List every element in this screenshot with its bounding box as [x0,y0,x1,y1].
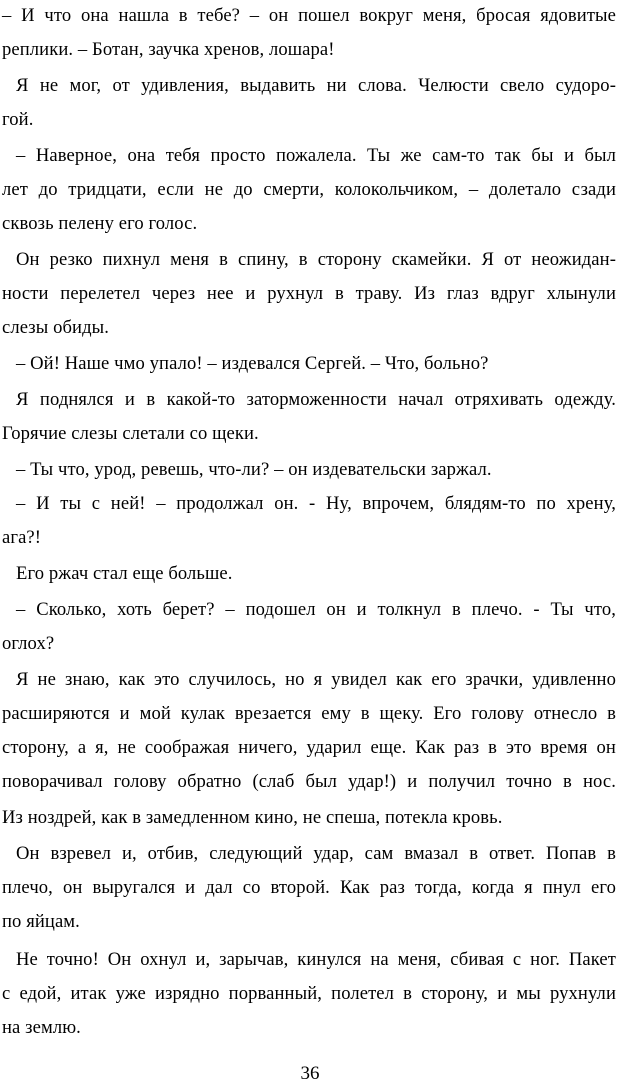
text-line: Он резко пихнул меня в спину, в сторону скамейки. Я от неожидан- [16,249,616,270]
text-line: – Сколько, хоть берет? – подошел он и толкнул в плечо. - Ты что, [16,599,616,620]
text-line: – И ты с ней! – продолжал он. - Ну, впрочем, блядям-то по хрену, [16,493,616,514]
text-line: расширяются и мой кулак врезается ему в щеку. Его голову отнесло в [2,703,616,724]
text-line: ности перелетел через нее и рухнул в траву. Из глаз вдруг хлынули [2,283,616,304]
text-line: с едой, итак уже изрядно порванный, полетел в сторону, и мы рухнули [2,983,616,1004]
text-line: Он взревел и, отбив, следующий удар, сам вмазал в ответ. Попав в [16,843,616,864]
text-line: гой. [2,109,34,130]
text-line: Горячие слезы слетали со щеки. [2,423,259,444]
text-line: Я не знаю, как это случилось, но я увидел как его зрачки, удивленно [16,669,616,690]
text-line: по яйцам. [2,911,80,932]
text-line: Я не мог, от удивления, выдавить ни слова. Челюсти свело судоро- [16,75,616,96]
text-line: слезы обиды. [2,317,110,338]
text-line: поворачивал голову обратно (слаб был удар!) и получил точно в нос. [2,771,616,792]
text-line: ага?! [2,527,42,548]
page-number: 36 [300,1063,320,1084]
text-line: сквозь пелену его голос. [2,213,198,234]
text-line: Из ноздрей, как в замедленном кино, не спеша, потекла кровь. [2,807,503,828]
text-line: реплики. – Ботан, заучка хренов, лошара! [2,39,335,60]
text-line: – И что она нашла в тебе? – он пошел вокруг меня, бросая ядовитые [2,5,616,26]
text-line: на землю. [2,1017,81,1038]
text-line: – Наверное, она тебя просто пожалела. Ты же сам-то так бы и был [16,145,616,166]
text-line: Я поднялся и в какой-то заторможенности начал отряхивать одежду. [16,389,616,410]
text-line: Не точно! Он охнул и, зарычав, кинулся на меня, сбивая с ног. Пакет [16,949,616,970]
text-line: плечо, он выругался и дал со второй. Как раз тогда, когда я пнул его [2,877,616,898]
text-line: лет до тридцати, если не до смерти, колокольчиком, – долетало сзади [2,179,616,200]
text-line: сторону, а я, не соображая ничего, ударил еще. Как раз в это время он [2,737,616,758]
text-line: оглох? [2,633,55,654]
text-line: – Ой! Наше чмо упало! – издевался Сергей. – Что, больно? [16,353,489,374]
text-line: – Ты что, урод, ревешь, что-ли? – он издевательски заржал. [16,459,492,480]
text-line: Его ржач стал еще больше. [16,563,233,584]
